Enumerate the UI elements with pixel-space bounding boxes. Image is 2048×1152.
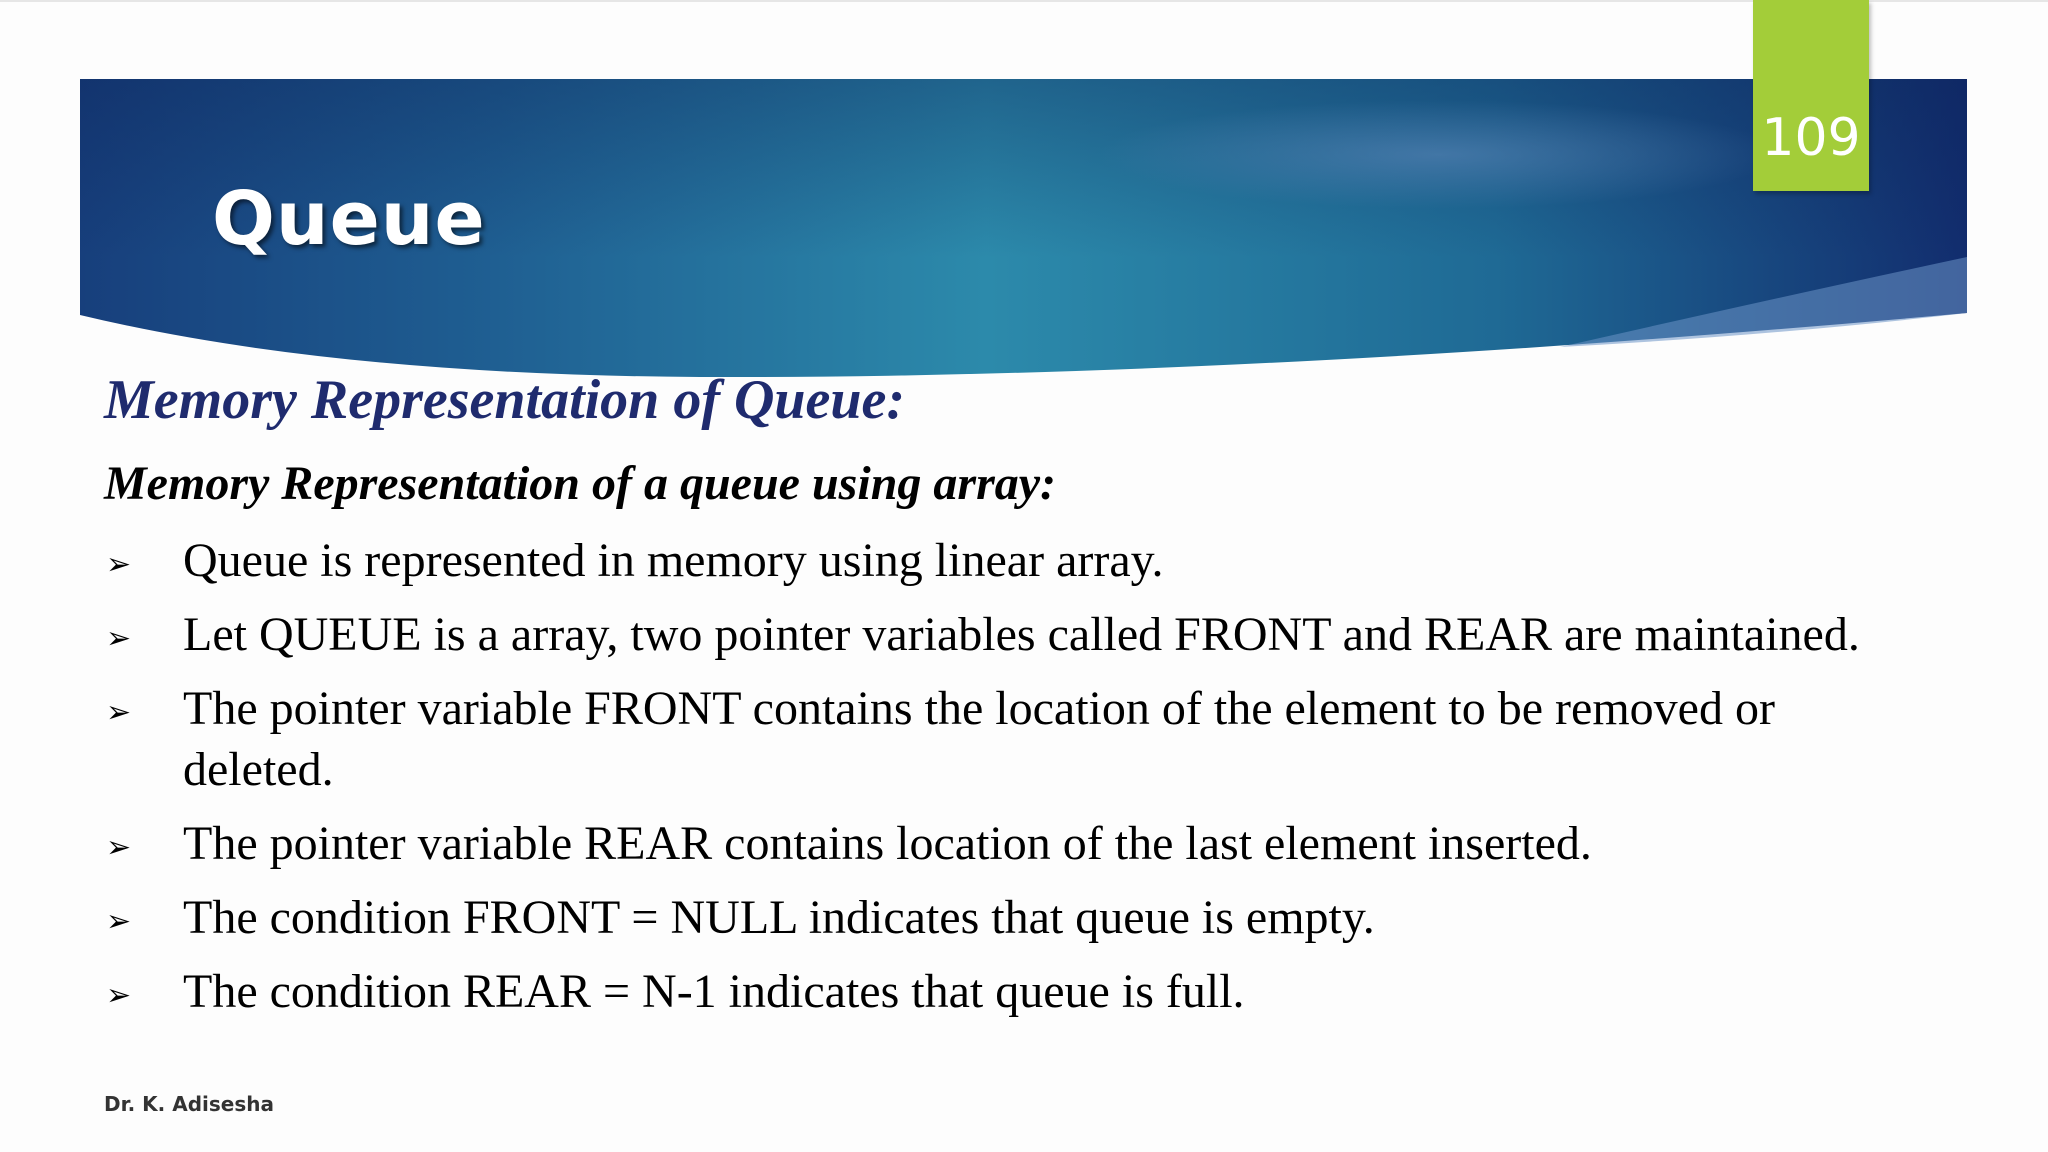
bullet-text: Queue is represented in memory using linear array. bbox=[183, 534, 1164, 587]
bullet-item bbox=[104, 604, 1904, 665]
bullet-item bbox=[104, 813, 1904, 874]
arrowhead-bullet-icon: ➢ bbox=[106, 548, 132, 581]
arrowhead-bullet-icon: ➢ bbox=[106, 831, 132, 864]
section-heading: Memory Representation of Queue: bbox=[104, 369, 906, 431]
sub-heading: Memory Representation of a queue using array: bbox=[104, 457, 1057, 510]
bullet-text: The pointer variable FRONT contains the location of the element to be removed or deleted. bbox=[183, 682, 1775, 796]
bullet-text: The condition FRONT = NULL indicates that queue is empty. bbox=[183, 891, 1375, 944]
bullet-item bbox=[104, 530, 1904, 591]
bullet-text: The condition REAR = N-1 indicates that queue is full. bbox=[183, 965, 1245, 1018]
top-border-line bbox=[0, 0, 2048, 2]
arrowhead-bullet-icon: ➢ bbox=[106, 905, 132, 938]
bullet-list bbox=[104, 530, 1904, 1035]
arrowhead-bullet-icon: ➢ bbox=[106, 979, 132, 1012]
bullet-text: The pointer variable REAR contains location of the last element inserted. bbox=[183, 817, 1592, 870]
bullet-item bbox=[104, 678, 1904, 800]
slide-title: Queue bbox=[212, 176, 486, 262]
arrowhead-bullet-icon: ➢ bbox=[106, 696, 132, 729]
bullet-item bbox=[104, 887, 1904, 948]
arrowhead-bullet-icon: ➢ bbox=[106, 622, 132, 655]
author-footer: Dr. K. Adisesha bbox=[104, 1092, 274, 1116]
page-number-badge: 109 bbox=[1753, 0, 1869, 191]
bullet-text: Let QUEUE is a array, two pointer variables called FRONT and REAR are maintained. bbox=[183, 608, 1860, 661]
bullet-item bbox=[104, 961, 1904, 1022]
